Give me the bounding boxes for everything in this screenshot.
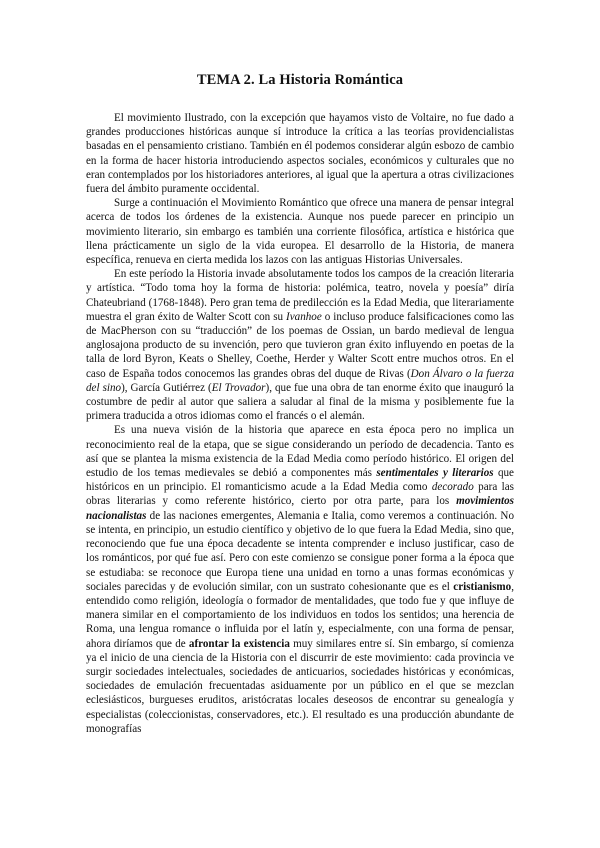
paragraph-4 (86, 423, 514, 735)
cristianismo-emphasis: cristianismo (453, 580, 512, 593)
el-trovador-title: El Trovador (211, 381, 266, 394)
paragraph-4-text-3: para las obras literarias y como referente histórico, cierto por otra parte, para los (86, 481, 514, 508)
afrontar-emphasis: afrontar la existencia (188, 637, 290, 650)
paragraph-4-text-4: de las naciones emergentes, Alemania e Italia, como veremos a continuación. No se intenta, en principio, un estudio científico y objetivo de lo que fuera la Edad Media, sino que, reconociendo que fue una época decadente se intenta comprender e incluso justificar, caso de los románticos, por qué fue así. Pero con este comienzo se consigue poner forma a la época que se estudiaba: se reconoce que Europa tiene una unidad en torno a unas formas económicas y sociales parecidas y de evolución similar, con un sustrato cohesionante que es el (86, 509, 514, 593)
paragraph-4-text-6: muy similares entre sí. Sin embargo, sí comienza ya el inicio de una ciencia de la Historia con el discurrir de este movimiento: cada provincia ve surgir sociedades intelectuales, sociedades de anticuarios, sociedades históricas y económicas, sociedades de emulación frecuentadas asiduamente por un público en el que se mezclan eclesiásticos, burgueses eruditos, aristócratas locales deseosos de encontrar su genealogía y especialistas (coleccionistas, conservadores, etc.). El resultado es una producción abundante de monografías (86, 637, 514, 735)
document-body (86, 111, 514, 736)
page-title: TEMA 2. La Historia Romántica (196, 72, 404, 88)
paragraph-1: El movimiento Ilustrado, con la excepción que hayamos visto de Voltaire, no fue dado a grandes producciones históricas aunque sí introduce la crítica a las teorías providencialistas basadas en el pensamiento cristiano. También en él podemos considerar algún esbozo de cambio en la forma de hacer historia introduciendo aspectos sociales, económicos y culturales que no eran contemplados por los historiadores anteriores, al igual que la apertura a otras civilizaciones fuera del ámbito puramente occidental. (86, 112, 514, 196)
paragraph-3 (86, 267, 514, 423)
ivanhoe-title: Ivanhoe (286, 310, 322, 323)
paragraph-4-text-2: que históricos en un principio. El romanticismo acude a la Edad Media como (86, 467, 514, 494)
paragraph-3-text-3: ), García Gutiérrez ( (121, 381, 212, 394)
don-alvaro-title: Don Álvaro o la fuerza del sino (86, 367, 514, 394)
nacionalistas-emphasis: movimientos nacionalistas (86, 495, 514, 522)
paragraph-4-text-5: , entendido como religión, ideología o formador de mentalidades, que todo fue y que influye de manera similar en el comportamiento de los individuos en todos los sentidos; una herencia de Roma, una lengua romance o influida por el latín y, especialmente, con una forma de pensar, ahora diríamos que de (86, 580, 514, 650)
sentimentales-emphasis: sentimentales y literarios (376, 467, 494, 480)
paragraph-3-text-4: ), que fue una obra de tan enorme éxito que inauguró la costumbre de pedir al autor que saliera a saludar al final de la misma y posiblemente fue la primera traducida a otros idiomas como el francés o el alemán. (86, 381, 514, 423)
paragraph-3-text-2: o incluso produce falsificaciones como las de MacPherson con su “traducción” de los poemas de Ossian, un bardo medieval de lengua anglosajona producto de su invención, pero que tuvieron gran éxito influyendo en poetas de la talla de lord Byron, Keats o Shelley, Coethe, Herder y Walter Scott entre muchos otros. En el caso de España todos conocemos las grandes obras del duque de Rivas ( (86, 310, 514, 380)
paragraph-3-text-1: En este período la Historia invade absolutamente todos los campos de la creación literaria y artística. “Todo toma hoy la forma de historia: polémica, teatro, novela y poesía” diría Chateubriand (1768-1848). Pero gran tema de predilección es la Edad Media, que literariamente muestra el gran éxito de Walter Scott con su (86, 268, 514, 323)
decorado-emphasis: decorado (431, 481, 474, 494)
paragraph-2: Surge a continuación el Movimiento Romántico que ofrece una manera de pensar integral acerca de todos los órdenes de la existencia. Aunque nos puede parecer en principio un movimiento literario, sin embargo es también una corriente filosófica, artística e histórica que llena prácticamente un siglo de la vida europea. El desarrollo de la Historia, de manera específica, renueva en cierta medida los lazos con las antiguas Historias Universales. (86, 197, 514, 267)
paragraph-4-text-1: Es una nueva visión de la historia que aparece en esta época pero no implica un reconocimiento real de la etapa, que se sigue considerando un período de decadencia. Tanto es así que se plantea la misma existencia de la Edad Media como período histórico. El origen del estudio de los temas medievales se debió a componentes más (86, 424, 514, 480)
